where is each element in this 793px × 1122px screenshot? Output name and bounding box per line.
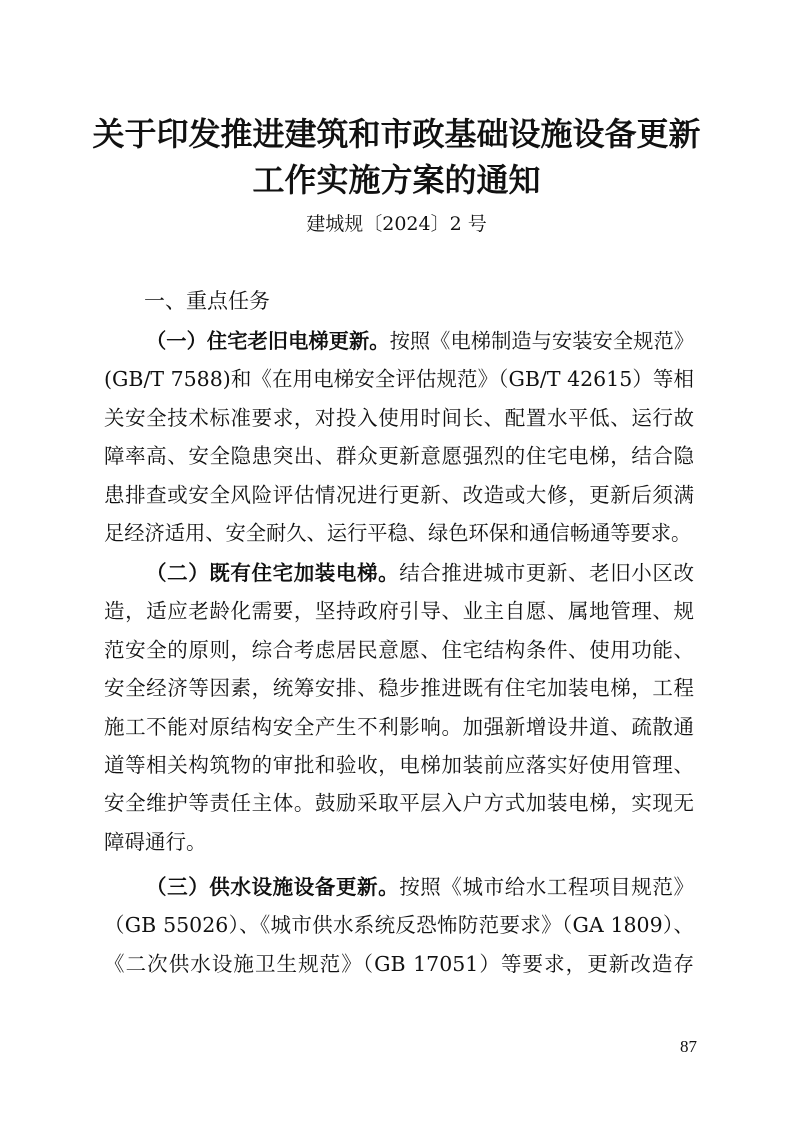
paragraph-line: 关安全技术标准要求，对投入使用时间长、配置水平低、运行故 [104, 405, 694, 430]
paragraph-lead: （三）供水设施设备更新。 [146, 875, 400, 899]
paragraph-line: 施工不能对原结构安全产生不利影响。加强新增设井道、疏散通 [104, 714, 694, 739]
paragraph-lead: （一）住宅老旧电梯更新。 [146, 329, 390, 353]
paragraph-elevator-renewal [104, 322, 694, 552]
paragraph-line: 安全经济等因素，统筹安排、稳步推进既有住宅加装电梯，工程 [104, 676, 694, 701]
paragraph-elevator-installation [104, 554, 694, 861]
paragraph-text: 按照《城市给水工程项目规范》 [399, 875, 695, 899]
paragraph-line [104, 322, 694, 360]
paragraph-line: 道等相关构筑物的审批和验收，电梯加装前应落实好使用管理、 [104, 752, 694, 777]
paragraph-line: 造，适应老龄化需要，坚持政府引导、业主自愿、属地管理、规 [104, 599, 694, 624]
paragraph-line [104, 554, 694, 592]
paragraph-water-supply-renewal [104, 868, 694, 983]
paragraph-line: 范安全的原则，综合考虑居民意愿、住宅结构条件、使用功能、 [104, 637, 694, 662]
paragraph-line: 障率高、安全隐患突出、群众更新意愿强烈的住宅电梯，结合隐 [104, 444, 694, 469]
paragraph-text: 按照《电梯制造与安装安全规范》 [389, 329, 694, 353]
document-title-line-2: 工作实施方案的通知 [252, 161, 541, 199]
paragraph-line: 安全维护等责任主体。鼓励采取平层入户方式加装电梯，实现无 [104, 791, 694, 816]
paragraph-line: 《二次供水设施卫生规范》（GB 17051）等要求，更新改造存 [104, 951, 694, 976]
paragraph-line: （GB 55026）、《城市供水系统反恐怖防范要求》（GA 1809）、 [104, 913, 694, 938]
document-title-line-1: 关于印发推进建筑和市政基础设施设备更新 [92, 115, 701, 153]
paragraph-line: 患排查或安全风险评估情况进行更新、改造或大修，更新后须满 [104, 482, 694, 507]
paragraph-line: 足经济适用、安全耐久、运行平稳、绿色环保和通信畅通等要求。 [104, 520, 692, 545]
paragraph-line: 障碍通行。 [104, 829, 207, 854]
paragraph-line: (GB/T 7588)和《在用电梯安全评估规范》（GB/T 42615）等相 [104, 367, 694, 392]
section-heading: 一、重点任务 [144, 289, 270, 313]
paragraph-line [104, 868, 694, 906]
paragraph-lead: （二）既有住宅加装电梯。 [146, 561, 400, 585]
paragraph-text: 结合推进城市更新、老旧小区改 [399, 561, 695, 585]
document-number: 建城规〔2024〕2 号 [306, 213, 487, 235]
page-number: 87 [680, 1037, 697, 1056]
